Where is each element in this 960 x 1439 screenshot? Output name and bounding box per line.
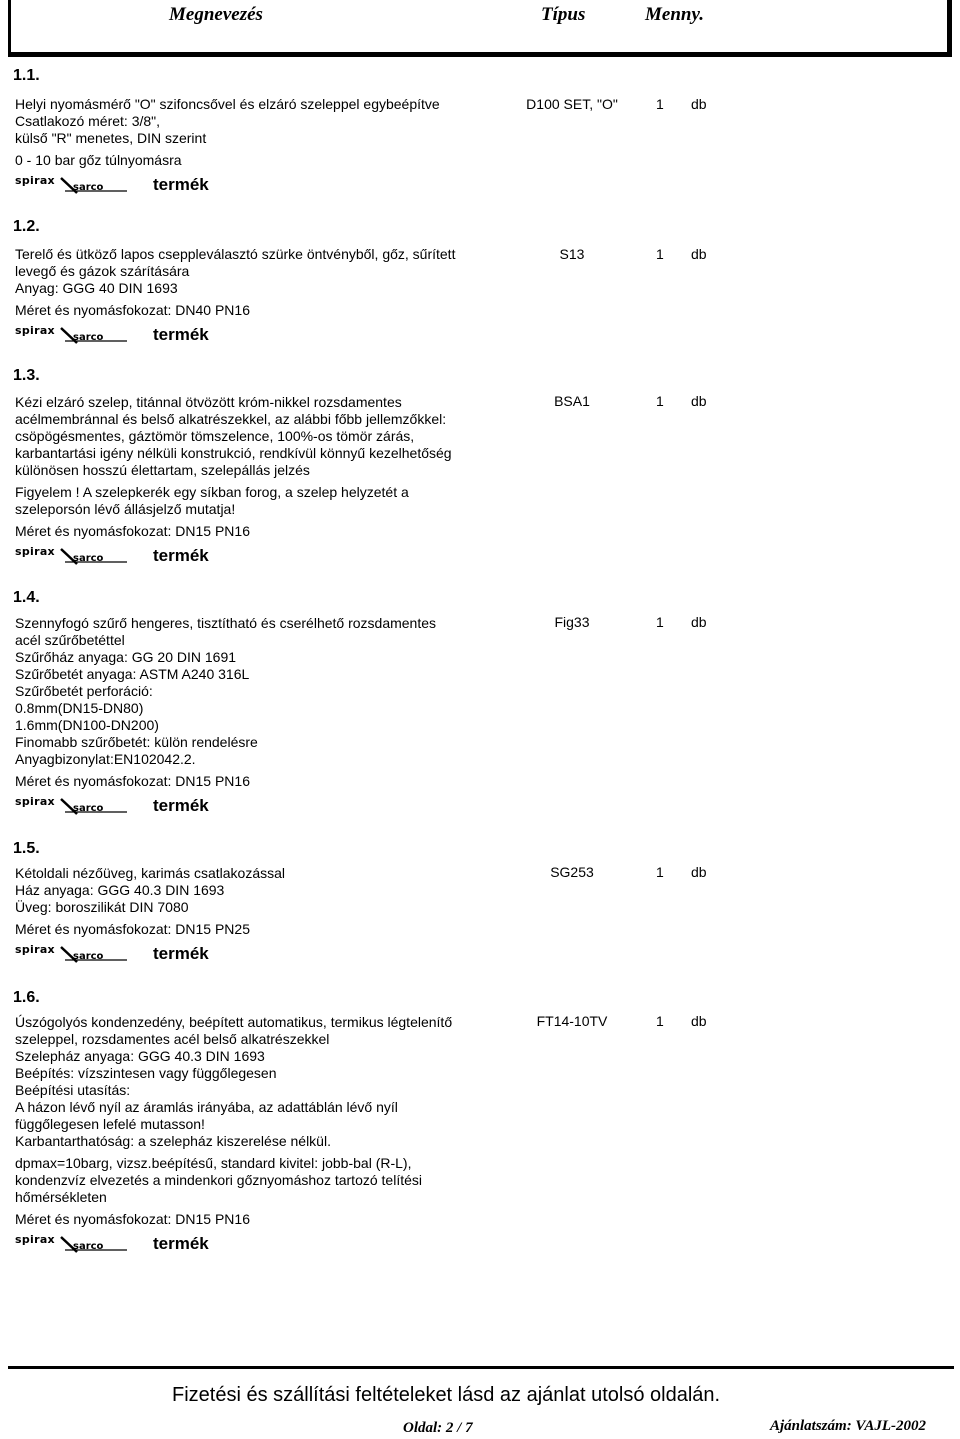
desc-line: szeleppel, rozsdamentes acél belső alkatrészekkel xyxy=(15,1031,330,1047)
item-type: S13 xyxy=(559,246,585,262)
item-qty: 1 xyxy=(656,614,664,630)
spirax-sarco-logo-icon xyxy=(15,325,129,345)
footer-divider xyxy=(8,1366,954,1369)
spirax-sarco-logo-icon xyxy=(15,1234,129,1254)
item-qty: 1 xyxy=(656,393,664,409)
brand-row xyxy=(15,794,515,816)
brand-row xyxy=(15,942,515,964)
item-qty: 1 xyxy=(656,96,664,112)
desc-line: Kétoldali nézőüveg, karimás csatlakozással xyxy=(15,865,286,881)
desc-line: különösen hosszú élettartam, szelepállás jelzés xyxy=(15,462,310,478)
desc-line: Szűrőbetét perforáció: xyxy=(15,683,153,699)
item-type: FT14-10TV xyxy=(536,1013,608,1029)
item-number: 1.1. xyxy=(13,67,40,84)
logo-text-top: spirax xyxy=(15,175,55,187)
desc-line: dpmax=10barg, vizsz.beépítésű, standard kivitel: jobb-bal (R-L), xyxy=(15,1155,412,1171)
desc-line: Anyag: GGG 40 DIN 1693 xyxy=(15,280,178,296)
brand-label: termék xyxy=(153,325,209,344)
logo-text-bottom: sarco xyxy=(73,951,104,962)
desc-line: Üveg: boroszilikát DIN 7080 xyxy=(15,899,189,915)
desc-line: Anyagbizonylat:EN102042.2. xyxy=(15,751,196,767)
spirax-sarco-logo-icon xyxy=(15,546,129,566)
desc-line: acél szűrőbetéttel xyxy=(15,632,125,648)
item-type: SG253 xyxy=(550,864,594,880)
footer-note: Fizetési és szállítási feltételeket lásd az ajánlat utolsó oldalán. xyxy=(172,1384,721,1406)
desc-line: Szennyfogó szűrő hengeres, tisztítható és cserélhető rozsdamentes xyxy=(15,615,437,631)
desc-line: karbantartási igény nélküli konstrukció, rendkívül könnyű kezelhetőség xyxy=(15,445,452,461)
desc-line: acélmembránnal és belső alkatrészekkel, az alábbi főbb jellemzőkkel: xyxy=(15,411,447,427)
desc-line: Beépítési utasítás: xyxy=(15,1082,131,1098)
desc-line: Szűrőbetét anyaga: ASTM A240 316L xyxy=(15,666,250,682)
desc-line: függőlegesen lefelé mutasson! xyxy=(15,1116,205,1132)
desc-line: Szűrőház anyaga: GG 20 DIN 1691 xyxy=(15,649,237,665)
desc-line: kondenzvíz elvezetés a mindenkori gőznyomáshoz tartozó telítési xyxy=(15,1172,422,1188)
item-qty: 1 xyxy=(656,246,664,262)
table-header xyxy=(8,0,952,57)
desc-line: külső "R" menetes, DIN szerint xyxy=(15,130,207,146)
logo-text-top: spirax xyxy=(15,546,55,558)
desc-line: Karbantarthatóság: a szelepház kiszerelése nélkül. xyxy=(15,1133,331,1149)
item-type: BSA1 xyxy=(554,393,590,409)
item-description xyxy=(15,1014,515,1254)
brand-row xyxy=(15,323,515,345)
item-number: 1.5. xyxy=(13,840,40,857)
desc-line: Úszógolyós kondenzedény, beépített automatikus, termikus légtelenítő xyxy=(15,1014,453,1030)
logo-text-bottom: sarco xyxy=(73,182,104,193)
desc-line: csöpögésmentes, gáztömör tömszelence, 100%-os tömör zárás, xyxy=(15,428,415,444)
desc-line: Figyelem ! A szelepkerék egy síkban forog, a szelep helyzetét a xyxy=(15,484,409,500)
desc-line: 0 - 10 bar gőz túlnyomásra xyxy=(15,152,182,168)
spirax-sarco-logo-icon xyxy=(15,175,129,195)
logo-text-bottom: sarco xyxy=(73,332,104,343)
desc-line: levegő és gázok szárítására xyxy=(15,263,190,279)
item-type: Fig33 xyxy=(554,614,590,630)
brand-label: termék xyxy=(153,1234,209,1253)
brand-label: termék xyxy=(153,796,209,815)
item-type: D100 SET, "O" xyxy=(526,96,618,112)
item-unit: db xyxy=(691,864,707,880)
logo-text-bottom: sarco xyxy=(73,553,104,564)
brand-label: termék xyxy=(153,546,209,565)
offer-number: Ajánlatszám: VAJL-2002 xyxy=(770,1418,926,1434)
desc-line: Finomabb szűrőbetét: külön rendelésre xyxy=(15,734,258,750)
brand-label: termék xyxy=(153,175,209,194)
desc-line: Méret és nyomásfokozat: DN40 PN16 xyxy=(15,302,250,318)
logo-text-top: spirax xyxy=(15,796,55,808)
item-description xyxy=(15,615,515,816)
item-description xyxy=(15,865,515,964)
item-unit: db xyxy=(691,393,707,409)
item-number: 1.2. xyxy=(13,218,40,235)
desc-line: Ház anyaga: GGG 40.3 DIN 1693 xyxy=(15,882,225,898)
item-description xyxy=(15,246,515,345)
logo-text-bottom: sarco xyxy=(73,1241,104,1252)
desc-line: Szelepház anyaga: GGG 40.3 DIN 1693 xyxy=(15,1048,265,1064)
logo-text-top: spirax xyxy=(15,944,55,956)
brand-row xyxy=(15,173,515,195)
desc-line: Beépítés: vízszintesen vagy függőlegesen xyxy=(15,1065,277,1081)
logo-text-top: spirax xyxy=(15,325,55,337)
item-unit: db xyxy=(691,614,707,630)
desc-line: Csatlakozó méret: 3/8", xyxy=(15,113,161,129)
header-name: Megnevezés xyxy=(169,4,263,25)
brand-row xyxy=(15,1232,515,1254)
item-unit: db xyxy=(691,246,707,262)
item-number: 1.3. xyxy=(13,367,40,384)
desc-line: A házon lévő nyíl az áramlás irányába, az adattáblán lévő nyíl xyxy=(15,1099,398,1115)
spirax-sarco-logo-icon xyxy=(15,944,129,964)
item-description xyxy=(15,394,515,566)
header-type: Típus xyxy=(541,4,586,25)
item-unit: db xyxy=(691,1013,707,1029)
item-unit: db xyxy=(691,96,707,112)
desc-line: Helyi nyomásmérő "O" szifoncsővel és elzáró szeleppel egybeépítve xyxy=(15,96,440,112)
header-quantity: Menny. xyxy=(645,4,704,25)
item-description xyxy=(15,96,515,195)
logo-text-bottom: sarco xyxy=(73,803,104,814)
item-qty: 1 xyxy=(656,864,664,880)
brand-row xyxy=(15,544,515,566)
page-number: Oldal: 2 / 7 xyxy=(403,1420,473,1436)
item-qty: 1 xyxy=(656,1013,664,1029)
item-number: 1.4. xyxy=(13,589,40,606)
logo-text-top: spirax xyxy=(15,1234,55,1246)
desc-line: szeleporsón lévő állásjelző mutatja! xyxy=(15,501,236,517)
desc-line: 1.6mm(DN100-DN200) xyxy=(15,717,159,733)
desc-line: Méret és nyomásfokozat: DN15 PN16 xyxy=(15,523,250,539)
item-number: 1.6. xyxy=(13,989,40,1006)
desc-line: Méret és nyomásfokozat: DN15 PN16 xyxy=(15,1211,250,1227)
desc-line: Terelő és ütköző lapos cseppleválasztó szürke öntvényből, gőz, sűrített xyxy=(15,246,456,262)
desc-line: Méret és nyomásfokozat: DN15 PN16 xyxy=(15,773,250,789)
desc-line: 0.8mm(DN15-DN80) xyxy=(15,700,144,716)
spirax-sarco-logo-icon xyxy=(15,796,129,816)
desc-line: Méret és nyomásfokozat: DN15 PN25 xyxy=(15,921,250,937)
desc-line: Kézi elzáró szelep, titánnal ötvözött króm-nikkel rozsdamentes xyxy=(15,394,402,410)
desc-line: hőmérsékleten xyxy=(15,1189,107,1205)
brand-label: termék xyxy=(153,944,209,963)
